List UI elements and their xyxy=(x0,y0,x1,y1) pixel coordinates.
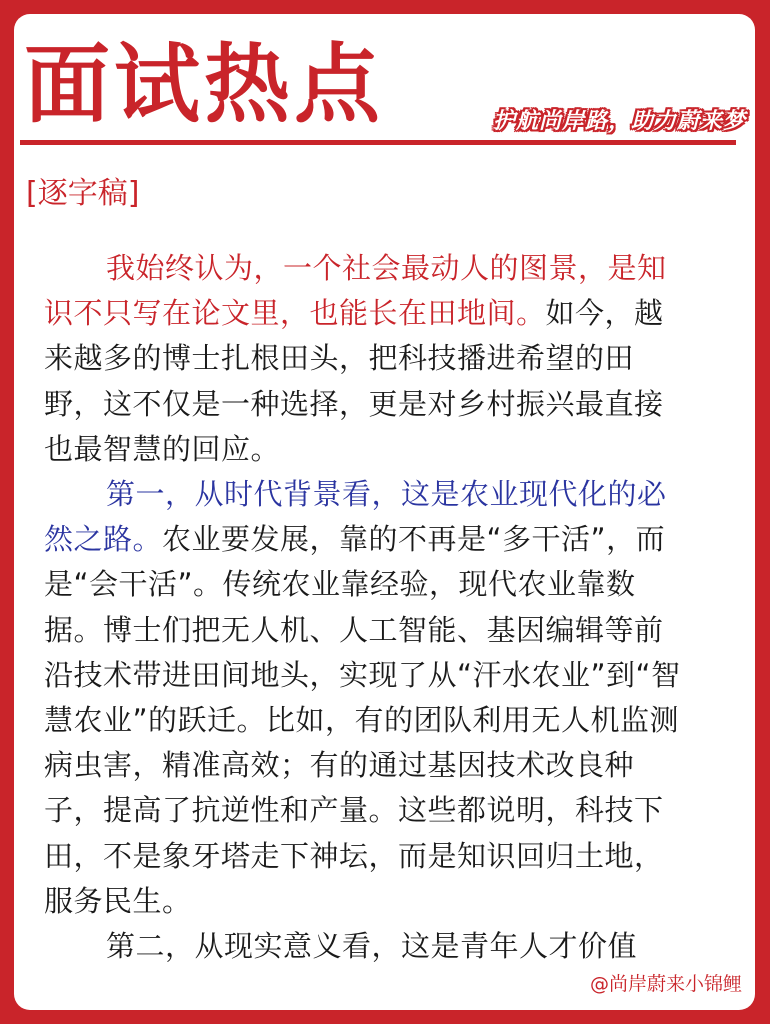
paragraph-3 xyxy=(44,924,690,969)
page-title: 面试热点 xyxy=(24,35,384,135)
title-divider xyxy=(20,140,736,145)
watermark: @尚岸蔚来小锦鲤 xyxy=(589,973,742,995)
section-tag: [逐字稿] xyxy=(26,176,140,211)
paragraph-3-text: 第二，从现实意义看，这是青年人才价值 xyxy=(106,929,638,964)
paragraph-1-text: 如今，越来越多的博士扎根田头，把科技播进希望的田野，这不仅是一种选择，更是对乡村振兴最直接也最智慧的回应。 xyxy=(44,296,664,466)
paragraph-2 xyxy=(44,472,690,924)
paragraph-1 xyxy=(44,246,690,472)
slogan: 护航尚岸路，助力蔚来梦 xyxy=(492,109,746,134)
paragraph-2-text: 农业要发展，靠的不再是“多干活”，而是“会干活”。传统农业靠经验，现代农业靠数据。博士们把无人机、人工智能、基因编辑等前沿技术带进田间地头，实现了从“汗水农业”到“智慧农业”的跃迁。比如，有的团队利用无人机监测病虫害，精准高效；有的通过基因技术改良种子，提高了抗逆性和产量。这些都说明，科技下田，不是象牙塔走下神坛，而是知识回归土地，服务民生。 xyxy=(44,522,681,918)
article-body xyxy=(44,246,690,969)
paragraph-2-highlight: 第一，从时代背景看，这是农业现代化的必然之路。 xyxy=(44,477,667,557)
paragraph-1-highlight: 我始终认为，一个社会最动人的图景，是知识不只写在论文里，也能长在田地间。 xyxy=(44,251,667,331)
